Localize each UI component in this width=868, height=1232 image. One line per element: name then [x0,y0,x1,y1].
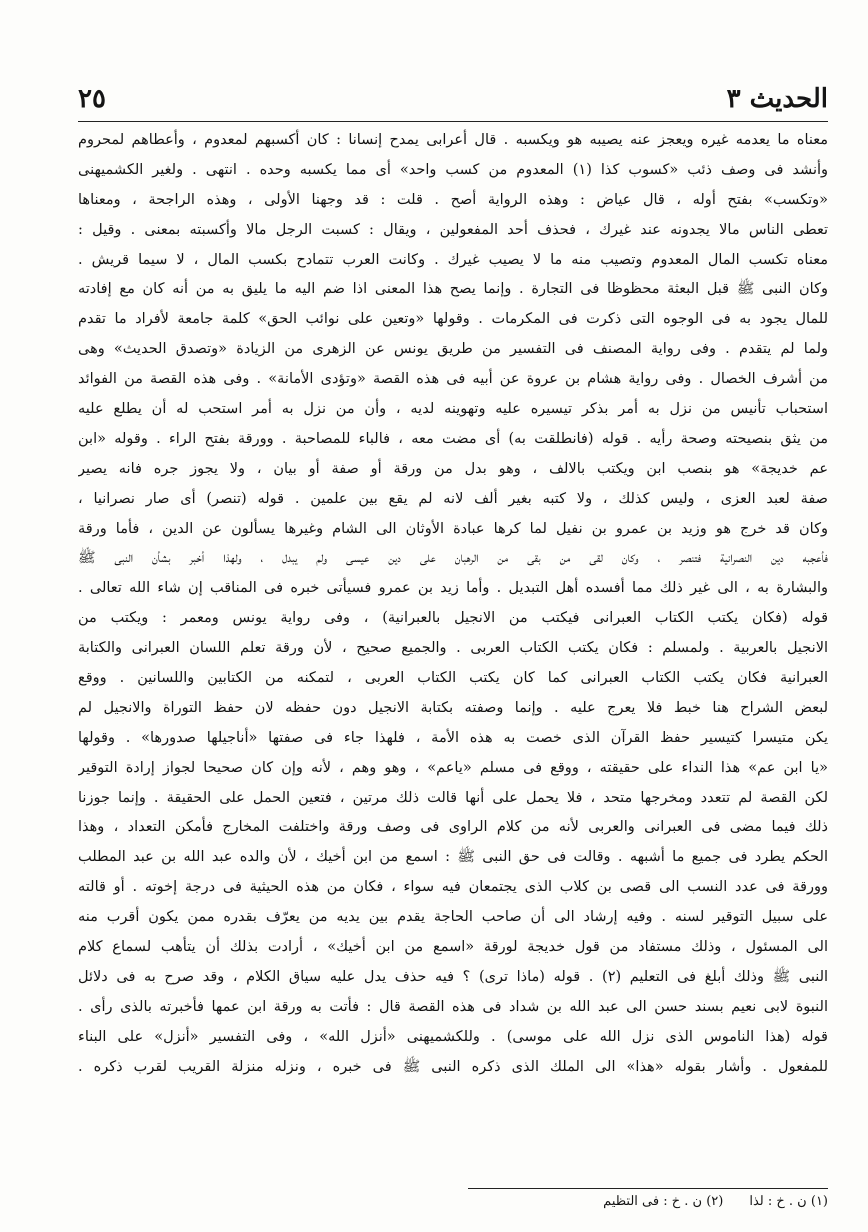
main-text-block [78,126,828,1083]
page-number: ٢٥ [78,84,106,114]
text-line: «وتكسب» بفتح أوله ، قال عياض : وهذه الرواية أصح . قلت : قد وجهنا الأولى ، وهذه الراجحة ، ومعناها [78,191,828,208]
text-line: استحباب تأنيس من نزل به أمر بذكر تيسيره عليه وتهوينه لديه ، وأن من نزل به أمر استحب له أن يطلع عليه [78,401,828,418]
page-header [78,82,828,122]
text-line: الى المسئول ، وذلك مستفاد من قول خديجة لورقة «اسمع من ابن أخيك» ، أرادت بذلك أن يتأهب لسماع كلام [78,939,828,956]
header-rule [78,121,828,122]
text-line: قوله (فكان يكتب الكتاب العبرانى فيكتب من الانجيل بالعبرانية) ، وفى رواية يونس ومعمر : ويكتب من [78,610,828,627]
footnote-rule [468,1188,828,1189]
text-line: من يثق بنصيحته وصحة رأيه . قوله (فانطلقت به) أى مضت معه ، فالباء للمصاحبة . وورقة بفتح الراء . وقوله «ابن [78,430,828,447]
text-line: قوله (هذا الناموس الذى نزل الله على موسى) . وللكشميهنى «أنزل الله» ، وفى التفسير «أنزل» على البناء [78,1028,828,1045]
text-line: تعطى الناس مالا يجدونه عند غيرك ، فحذف أحد المفعولين ، ويقال : كسبت الرجل مالا وأكسبته بمعنى . وقيل : [78,221,828,238]
text-line: وكان النبى ﷺ قبل البعثة محظوظا فى التجارة . وإنما يصح هذا المعنى اذا ضم اليه ما يليق به من أنه كان مع إفادته [78,281,828,298]
text-line: «يا ابن عم» هذا النداء على حقيقته ، ووقع فى مسلم «ياعم» ، وهو وهم ، لأنه وإن كان صحيحا لجواز إرادة التوقير [78,759,828,776]
footnote: (٢) ن . خ : فى التظيم [603,1194,724,1209]
text-line: معناه ما يعدمه غيره ويعجز عنه يصيبه هو ويكسبه . قال أعرابى يمدح إنسانا : كان أكسبهم لمعدوم ، وأعطاهم لمحروم [78,132,828,148]
text-line: يكن متيسرا كتيسير حفظ القرآن الذى خصت به هذه الأمة ، فلهذا جاء فى صفتها «أناجيلها صدورها» . وقولها [78,729,828,746]
text-line: فأعجبه دين النصرانية فتنصر ، وكان لقى من بقى من الرهبان على دين عيسى ولم يبدل ، ولهذا أخبر بشأن النبى ﷺ [78,550,828,567]
text-line: الانجيل بالعربية . ولمسلم : فكان يكتب الكتاب العربى . والجميع صحيح ، لأن ورقة تعلم اللسان العبرانى والكتابة [78,640,828,657]
text-line: النبى ﷺ وذلك أبلغ فى التعليم (٢) . قوله (ماذا ترى) ؟ فيه حذف يدل عليه سياق الكلام ، وقد صرح به فى دلائل [78,968,828,985]
footnote: (١) ن . خ : لذا [749,1194,828,1209]
text-line: على سبيل التوقير لسنه . وفيه إرشاد الى أن صاحب الحاجة يقدم بين يديه من يعرّف بقدره ممن يكون أقرب منه [78,909,828,926]
text-line: وورقة فى عدد النسب الى قصى بن كلاب الذى يجتمعان فيه سواء ، فكان من هذه الحيثية فى درجة إخوته . أو قالته [78,879,828,896]
text-line: وأنشد فى وصف ذئب «كسوب كذا (١) المعدوم من كسب واحد» أى مما يكسبه وحده . انتهى . ولغير الكشميهنى [78,161,828,178]
text-line: لكن القصة لم تتعدد ومخرجها متحد ، فلا يحمل على أنها قالت ذلك مرتين ، فتعين الحمل على الحقيقة . وإنما جوزنا [78,789,828,806]
running-title: الحديث ٣ [726,84,828,114]
text-line: صفة لعبد العزى ، وليس كذلك ، ولا كتبه بغير ألف لانه لم يقع بين علمين . قوله (تنصر) أى صار نصرانيا ، [78,490,828,507]
text-line: للمال يجود به فى الوجوه التى ذكرت فى المكرمات . وقولها «وتعين على نوائب الحق» كلمة جامعة لأفراد ما تقدم [78,311,828,328]
footnotes [577,1194,828,1209]
text-line: من أشرف الخصال . وفى رواية هشام بن عروة عن أبيه فى هذه القصة «وتؤدى الأمانة» . وفى هذه القصة من الفوائد [78,371,828,388]
text-line: النبوة لابى نعيم بسند حسن الى عبد الله بن شداد فى هذه القصة قال : فأتت به ورقة ابن عمها فأخبرته بالذى رأى . [78,998,828,1015]
text-line: ولما لم يتقدم . وفى رواية المصنف فى التفسير من طريق يونس عن الزهرى من الزيادة «وتصدق الحديث» وهى [78,341,828,358]
text-line: ذلك فيما مضى فى العبرانى والعربى لأنه من كلام الراوى فى وصف ورقة واختلفت المخارج فأمكن التعداد ، وهذا [78,819,828,836]
text-line: وكان قد خرج هو وزيد بن عمرو بن نفيل لما كرها عبادة الأوثان الى الشام وغيرها يسألون عن الدين ، فأما ورقة [78,520,828,537]
text-line: لبعض الشراح هنا خبط فلا يعرج عليه . وإنما وصفته بكتابة الانجيل دون حفظه لان حفظ التوراة والانجيل لم [78,699,828,716]
text-line: للمفعول . وأشار بقوله «هذا» الى الملك الذى ذكره النبى ﷺ فى خبره ، ونزله منزلة القريب لقرب ذكره . [78,1058,828,1075]
text-line: العبرانية فكان يكتب الكتاب العبرانى كما كان يكتب الكتاب العربى ، لتمكنه من الكتابين واللسانين . ووقع [78,670,828,687]
text-line: الحكم يطرد فى جميع ما أشبهه . وقالت فى حق النبى ﷺ : اسمع من ابن أخيك ، لأن والده عبد الله بن عبد المطلب [78,849,828,866]
text-line: معناه تكسب المال المعدوم وتصيب منه ما لا يصيب غيرك . وكانت العرب تتمادح بكسب المال ، لا سيما قريش . [78,251,828,268]
text-line: عم خديجة» هو بنصب ابن ويكتب بالالف ، وهو بدل من ورقة أو صفة أو بيان ، ولا يجوز جره فانه يصير [78,460,828,477]
text-line: والبشارة به ، الى غير ذلك مما أفسده أهل التبديل . وأما زيد بن عمرو فسيأتى خبره فى المناقب إن شاء الله تعالى . [78,580,828,597]
